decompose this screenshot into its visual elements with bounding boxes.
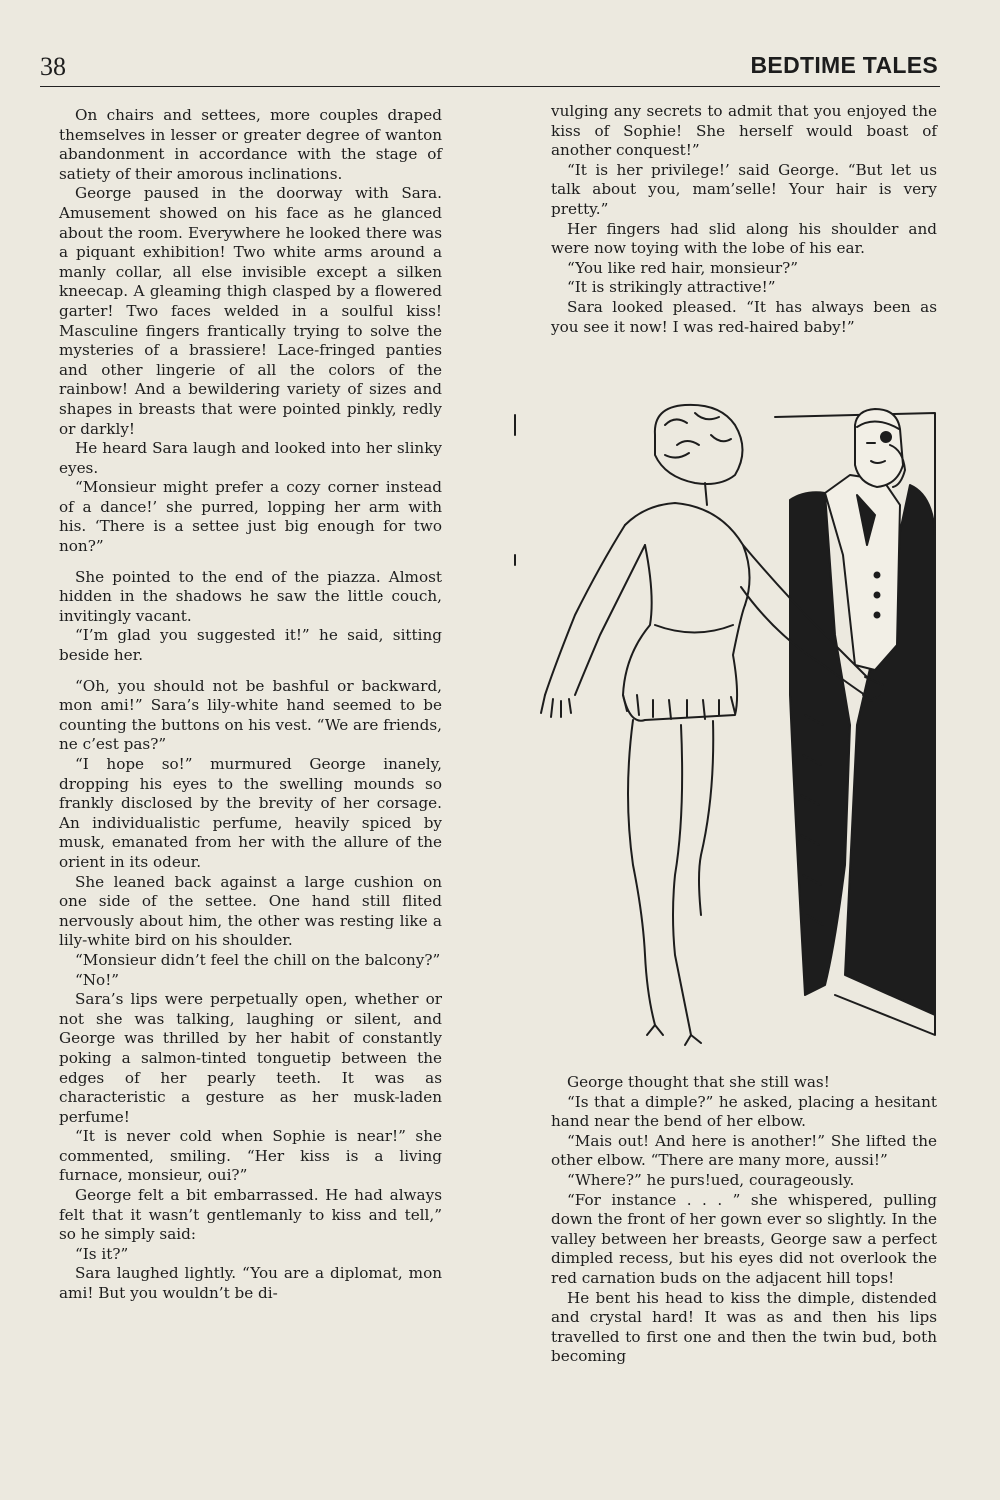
paragraph: “It is her privilege!’ said George. “But let us talk about you, mam’selle! Your hair is very pretty.” (551, 160, 937, 218)
paragraph: “No!” (75, 970, 120, 989)
right-text-column-bottom (551, 1073, 937, 1367)
paragraph: “It is never cold when Sophie is near!” she commented, smiling. “Her kiss is a living furnace, monsieur, oui?” (59, 1127, 442, 1185)
paragraph: “You like red hair, monsieur?” (567, 258, 799, 277)
running-title: BEDTIME TALES (750, 52, 938, 78)
paragraph: Sara’s lips were perpetually open, whether or not she was talking, laughing or silent, and George was thrilled by her habit of constantly poking a salmon-tinted tonguetip between the edges of her pearly teeth. It was as characteristic a gesture as her musk-laden perfume! (59, 990, 442, 1126)
paragraph: He bent his head to kiss the dimple, distended and crystal hard! It was as and then his lips travelled to first one and then the twin bud, both becoming (551, 1288, 937, 1366)
paragraph: “Oh, you should not be bashful or backward, mon ami!” Sara’s lily-white hand seemed to be counting the buttons on his vest. “We are friends, ne c’est pas?” (59, 676, 442, 754)
paragraph: vulging any secrets to admit that you enjoyed the kiss of Sophie! She herself would boast of another conquest!” (551, 102, 937, 160)
right-text-column-top (551, 102, 937, 337)
paragraph: “For instance . . . ” she whispered, pulling down the front of her gown ever so slightly. In the valley between her breasts, George saw a perfect dimpled recess, but his eyes did not overlook the red carnation buds on the adjacent hill tops! (551, 1190, 937, 1287)
paragraph: “Where?” he purs!ued, courageously. (567, 1170, 855, 1189)
paragraph: Her fingers had slid along his shoulder and were now toying with the lobe of his ear. (551, 219, 937, 258)
paragraph: “Monsieur didn’t feel the chill on the balcony?” (75, 950, 441, 969)
paragraph: Sara looked pleased. “It has always been as you see it now! I was red-haired baby!” (551, 297, 937, 336)
header-rule (40, 86, 940, 87)
paragraph: “Is that a dimple?” he asked, placing a hesitant hand near the bend of her elbow. (551, 1092, 937, 1131)
paragraph: She pointed to the end of the piazza. Almost hidden in the shadows he saw the little couch, invitingly vacant. (59, 567, 442, 625)
page-number: 38 (40, 52, 66, 81)
paragraph: “Monsieur might prefer a cozy corner instead of a dance!’ she purred, lopping her arm with his. ‘There is a settee just big enough for two non?” (59, 478, 442, 556)
paragraph: “Mais out! And here is another!” She lifted the other elbow. “There are many more, aussi!” (551, 1131, 937, 1170)
paragraph: “Is it?” (75, 1244, 129, 1263)
illustration-couple (505, 395, 945, 1060)
paragraph: On chairs and settees, more couples draped themselves in lesser or greater degree of wanton abandonment in accordance with the stage of satiety of their amorous inclinations. (59, 106, 442, 183)
paragraph: George thought that she still was! (567, 1073, 830, 1091)
paragraph: “I hope so!” murmured George inanely, dropping his eyes to the swelling mounds so frankly disclosed by the brevity of her corsage. An individualistic perfume, heavily spiced by musk, emanated from her with the allure of the orient in its odeur. (59, 755, 442, 871)
paragraph: George felt a bit embarrassed. He had always felt that it wasn’t gentlemanly to kiss and tell,” so he simply said: (59, 1186, 442, 1244)
paragraph: George paused in the doorway with Sara. Amusement showed on his face as he glanced about the room. Everywhere he looked there was a piquant exhibition! Two white arms around a manly collar, all else invisible except a silken kneecap. A gleaming thigh clasped by a flowered garter! Two faces welded in a soulful kiss! Masculine fingers frantically trying to solve the mysteries of a brassiere! Lace-fringed panties and other lingerie of all the colors of the rainbow! And a bewildering variety of sizes and shapes in breasts that were pointed pinkly, redly or darkly! (59, 184, 442, 438)
paragraph: “It is strikingly attractive!” (567, 278, 776, 297)
left-text-column (59, 106, 442, 1304)
paragraph: “I’m glad you suggested it!” he said, sitting beside her. (59, 626, 442, 665)
paragraph: She leaned back against a large cushion on one side of the settee. One hand still flited nervously about him, the other was resting like a lily-white bird on his shoulder. (59, 872, 442, 950)
paragraph: Sara laughed lightly. “You are a diplomat, mon ami! But you wouldn’t be di- (59, 1264, 442, 1303)
paragraph: He heard Sara laugh and looked into her slinky eyes. (59, 439, 442, 477)
